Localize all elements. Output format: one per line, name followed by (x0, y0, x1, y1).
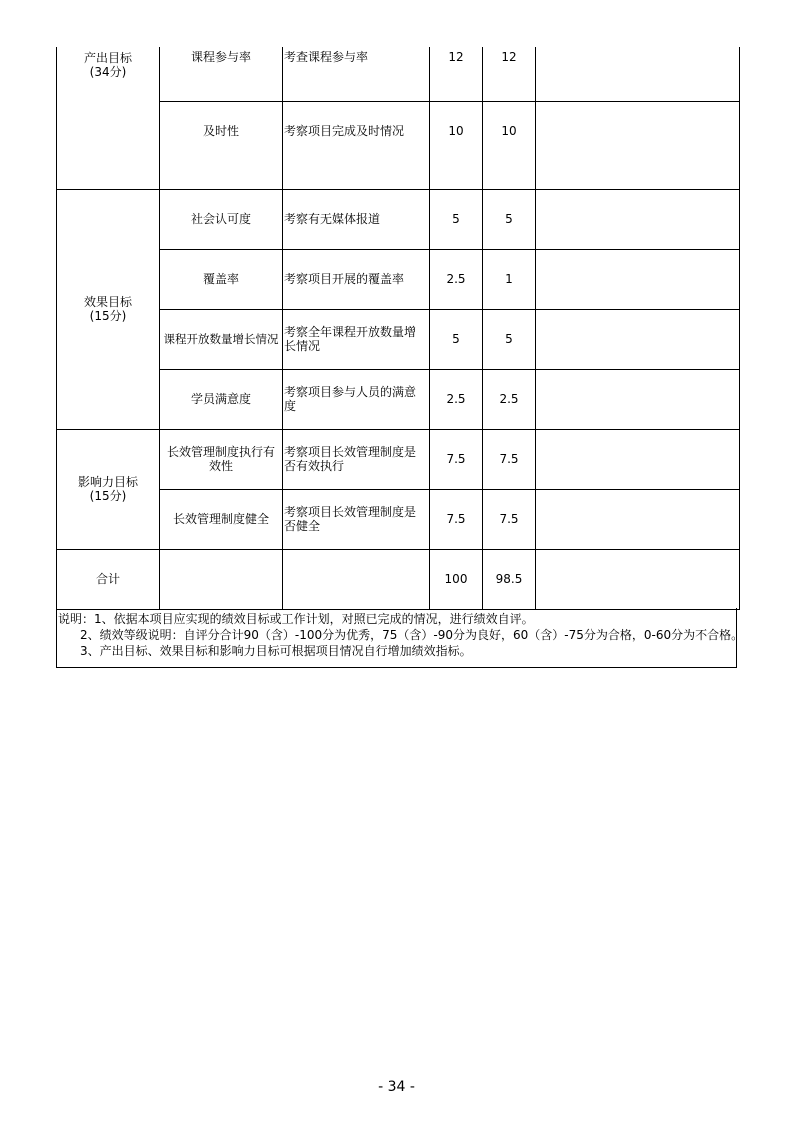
note-line: 3、产出目标、效果目标和影响力目标可根据项目情况自行增加绩效指标。 (80, 644, 472, 658)
remark-cell (536, 189, 740, 249)
remark-cell (536, 369, 740, 429)
description-cell: 考查课程参与率 (283, 47, 430, 101)
description-cell: 考察项目长效管理制度是否有效执行 (283, 429, 430, 489)
indicator-cell: 长效管理制度执行有效性 (160, 429, 283, 489)
category-score: (34分) (89, 65, 127, 79)
category-score: (15分) (89, 309, 127, 323)
total-remark-cell (536, 549, 740, 609)
notes-box (56, 608, 744, 668)
remark-cell (536, 47, 740, 101)
indicator-cell: 课程开放数量增长情况 (160, 309, 283, 369)
total-weight: 100 (430, 549, 483, 609)
remark-cell (536, 429, 740, 489)
note-line: 说明：1、依据本项目应实现的绩效目标或工作计划，对照已完成的情况，进行绩效自评。 (58, 612, 534, 626)
table-row (57, 309, 740, 369)
description-cell: 考察有无媒体报道 (283, 189, 430, 249)
indicator-cell: 社会认可度 (160, 189, 283, 249)
category-name: 影响力目标 (77, 475, 138, 489)
table-row (57, 47, 740, 101)
weight-cell: 2.5 (430, 249, 483, 309)
weight-cell: 7.5 (430, 429, 483, 489)
weight-cell: 7.5 (430, 489, 483, 549)
score-cell: 5 (483, 309, 536, 369)
table-row (57, 429, 740, 489)
page-number: - 34 - (378, 1079, 415, 1095)
category-score: (15分) (89, 489, 127, 503)
indicator-cell: 长效管理制度健全 (160, 489, 283, 549)
performance-table (56, 47, 740, 610)
score-cell: 10 (483, 101, 536, 189)
table-row (57, 189, 740, 249)
weight-cell: 12 (430, 47, 483, 101)
indicator-cell: 学员满意度 (160, 369, 283, 429)
note-line: 2、绩效等级说明：自评分合计90（含）-100分为优秀，75（含）-90分为良好，60（含）-75分为合格，0-60分为不合格。 (80, 628, 744, 642)
category-cell (57, 429, 160, 549)
score-cell: 7.5 (483, 429, 536, 489)
score-cell: 7.5 (483, 489, 536, 549)
remark-cell (536, 249, 740, 309)
category-name: 效果目标 (83, 295, 132, 309)
score-cell: 5 (483, 189, 536, 249)
weight-cell: 2.5 (430, 369, 483, 429)
remark-cell (536, 309, 740, 369)
total-row (57, 549, 740, 609)
score-cell: 1 (483, 249, 536, 309)
description-cell: 考察项目完成及时情况 (283, 101, 430, 189)
score-cell: 2.5 (483, 369, 536, 429)
indicator-cell: 覆盖率 (160, 249, 283, 309)
category-cell (57, 189, 160, 429)
weight-cell: 5 (430, 189, 483, 249)
description-cell: 考察全年课程开放数量增长情况 (283, 309, 430, 369)
total-empty-cell (283, 549, 430, 609)
weight-cell: 5 (430, 309, 483, 369)
remark-cell (536, 489, 740, 549)
total-score: 98.5 (483, 549, 536, 609)
total-empty-cell (160, 549, 283, 609)
table-row (57, 489, 740, 549)
table-row (57, 369, 740, 429)
description-cell: 考察项目长效管理制度是否健全 (283, 489, 430, 549)
description-cell: 考察项目参与人员的满意度 (283, 369, 430, 429)
indicator-cell: 及时性 (160, 101, 283, 189)
weight-cell: 10 (430, 101, 483, 189)
table-row (57, 101, 740, 189)
total-label: 合计 (57, 549, 160, 609)
table-row (57, 249, 740, 309)
remark-cell (536, 101, 740, 189)
category-cell (57, 47, 160, 189)
category-name: 产出目标 (83, 51, 132, 65)
score-cell: 12 (483, 47, 536, 101)
description-cell: 考察项目开展的覆盖率 (283, 249, 430, 309)
indicator-cell: 课程参与率 (160, 47, 283, 101)
